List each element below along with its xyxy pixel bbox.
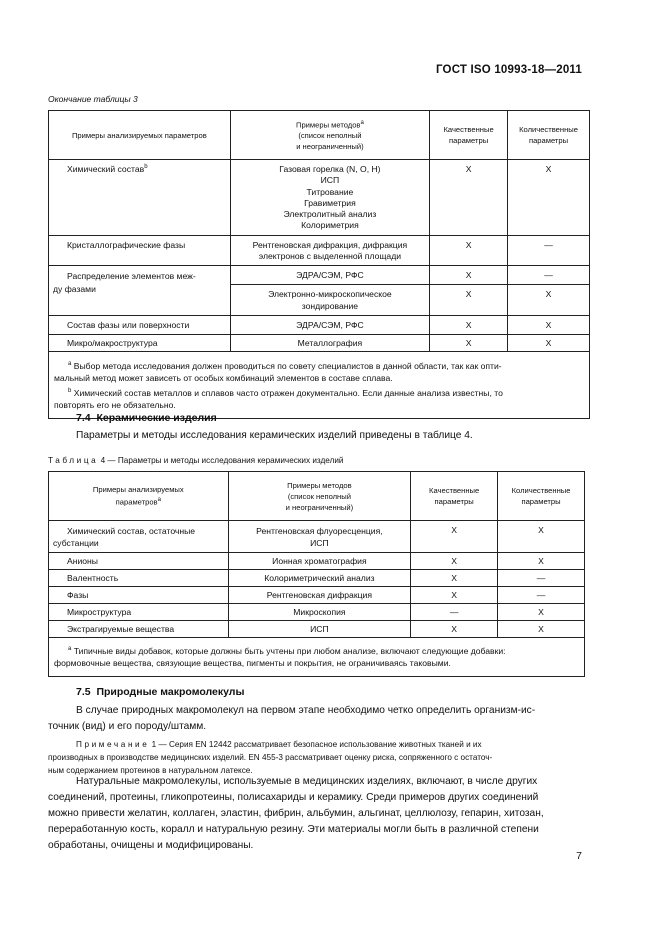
cell-qual: X — [411, 587, 498, 604]
header-quantitative: Количественные параметры — [498, 472, 585, 521]
header-qualitative: Качественные параметры — [411, 472, 498, 521]
table-row — [49, 604, 585, 621]
section-7-5-title: 7.5 Природные макромолекулы — [76, 686, 245, 698]
page-number: 7 — [576, 850, 582, 862]
table-row — [49, 587, 585, 604]
cell-quant: X — [498, 553, 585, 570]
cell-param: Состав фазы или поверхности — [49, 315, 231, 334]
header-qualitative: Качественные параметры — [430, 111, 508, 160]
table-row — [49, 621, 585, 638]
cell-qual: X — [411, 521, 498, 553]
cell-qual: X — [411, 553, 498, 570]
table-header-row — [49, 472, 585, 521]
table-row — [49, 521, 585, 553]
cell-methods: Ионная хроматография — [228, 553, 411, 570]
cell-param: Кристаллографические фазы — [49, 235, 231, 266]
section-7-4-title: 7.4 Керамические изделия — [76, 412, 217, 424]
cell-methods: Рентгеновская флуоресценция, ИСП — [228, 521, 411, 553]
cell-quant: — — [508, 235, 590, 266]
table-row — [49, 160, 590, 236]
cell-quant: X — [508, 334, 590, 351]
cell-param: Анионы — [49, 553, 229, 570]
cell-methods: ИСП — [228, 621, 411, 638]
header-quantitative: Количественные параметры — [508, 111, 590, 160]
table-row — [49, 266, 590, 285]
cell-quant: X — [498, 521, 585, 553]
cell-param: Микро/макроструктура — [49, 334, 231, 351]
cell-param: Валентность — [49, 570, 229, 587]
document-header: ГОСТ ISO 10993-18—2011 — [435, 64, 582, 76]
cell-qual: X — [430, 235, 508, 266]
cell-methods: Металлография — [230, 334, 429, 351]
cell-methods: Электронно-микроскопическое зондирование — [230, 285, 429, 316]
header-param: Примеры анализируемых параметров — [49, 111, 231, 160]
table-row — [49, 315, 590, 334]
section-7-5-paragraph-1: В случае природных макромолекул на первом этапе необходимо четко определить организм-ис- точник (вид) и его породу/штамм. — [48, 705, 536, 732]
cell-quant: — — [498, 570, 585, 587]
table3-footnotes: $^a$ Выбор метода исследования должен проводиться по совету специалистов в данной области, так как опти- мальный метод может зависеть от особых комбинаций элементов в составе сплава. $^b$ Химический состав металлов и сплавов часто отражен документально. Если данные анализа известны, то повторять его не обязательно. — [49, 351, 590, 418]
cell-qual: — — [411, 604, 498, 621]
table-3 — [48, 110, 590, 419]
cell-qual: X — [411, 570, 498, 587]
cell-methods: Микроскопия — [228, 604, 411, 621]
table-header-row — [49, 111, 590, 160]
cell-quant: X — [498, 621, 585, 638]
cell-methods: Рентгеновская дифракция — [228, 587, 411, 604]
table-row — [49, 570, 585, 587]
cell-quant: X — [508, 285, 590, 316]
header-method: Примеры методов (список неполный и неограниченный) — [228, 472, 411, 521]
header-param: Примеры анализируемых параметров$^a$ — [49, 472, 229, 521]
table3-caption: Окончание таблицы 3 — [48, 94, 138, 104]
cell-param: Распределение элементов меж- ду фазами — [49, 266, 231, 316]
cell-quant: — — [508, 266, 590, 285]
cell-methods: Газовая горелка (N, O, H) ИСП Титрование Гравиметрия Электролитный анализ Колориметрия — [230, 160, 429, 236]
cell-param: Химический состав, остаточные субстанции — [49, 521, 229, 553]
cell-quant: X — [508, 160, 590, 236]
cell-methods: Рентгеновская дифракция, дифракция электронов с выделенной площади — [230, 235, 429, 266]
cell-methods: ЭДРА/СЭМ, РФС — [230, 315, 429, 334]
table4-footnotes: $^a$ Типичные виды добавок, которые должны быть учтены при любом анализе, включают следующие добавки: формовочные вещества, связующие вещества, пигменты и покрытия, не ограничиваясь таковыми. — [49, 638, 585, 677]
table-notes — [49, 638, 585, 677]
cell-quant: — — [498, 587, 585, 604]
table-row — [49, 235, 590, 266]
table-row — [49, 553, 585, 570]
cell-qual: X — [411, 621, 498, 638]
cell-qual: X — [430, 285, 508, 316]
cell-param: Химический состав$^b$ — [49, 160, 231, 236]
cell-qual: X — [430, 334, 508, 351]
cell-quant: X — [498, 604, 585, 621]
cell-quant: X — [508, 315, 590, 334]
table-notes — [49, 351, 590, 418]
cell-qual: X — [430, 315, 508, 334]
header-method: Примеры методов$^a$ (список неполный и неограниченный) — [230, 111, 429, 160]
cell-methods: ЭДРА/СЭМ, РФС — [230, 266, 429, 285]
cell-qual: X — [430, 266, 508, 285]
section-7-5-paragraph-2: Натуральные макромолекулы, используемые в медицинских изделиях, включают, в числе других соединений, протеины, гликопротеины, полисахариды и керамику. Среди примеров других соединений можно привести желатин, коллаген, эластин, фибрин, альбумин, альгинат, целлюлозу, гепарин, хитозан, переработанную кость, коралл и натуральную резину. Эти материалы могли быть в различной степени обработаны, очищены и модифицированы. — [48, 776, 544, 851]
table4-caption: Таблица 4 — Параметры и методы исследования керамических изделий — [48, 456, 344, 465]
section-7-5-note: Примечание 1 — Серия EN 12442 рассматривает безопасное использование животных тканей и их производных в производстве медицинских изделий. EN 455-3 рассматривает оценку риска, сопряженного с остаточ- ным содержанием протеинов в натуральном латексе. — [48, 740, 493, 775]
section-7-4-text: Параметры и методы исследования керамических изделий приведены в таблице 4. — [76, 430, 473, 441]
table-4 — [48, 471, 585, 677]
cell-param: Фазы — [49, 587, 229, 604]
cell-param: Экстрагируемые вещества — [49, 621, 229, 638]
table-row — [49, 334, 590, 351]
cell-qual: X — [430, 160, 508, 236]
cell-param: Микроструктура — [49, 604, 229, 621]
cell-methods: Колориметрический анализ — [228, 570, 411, 587]
